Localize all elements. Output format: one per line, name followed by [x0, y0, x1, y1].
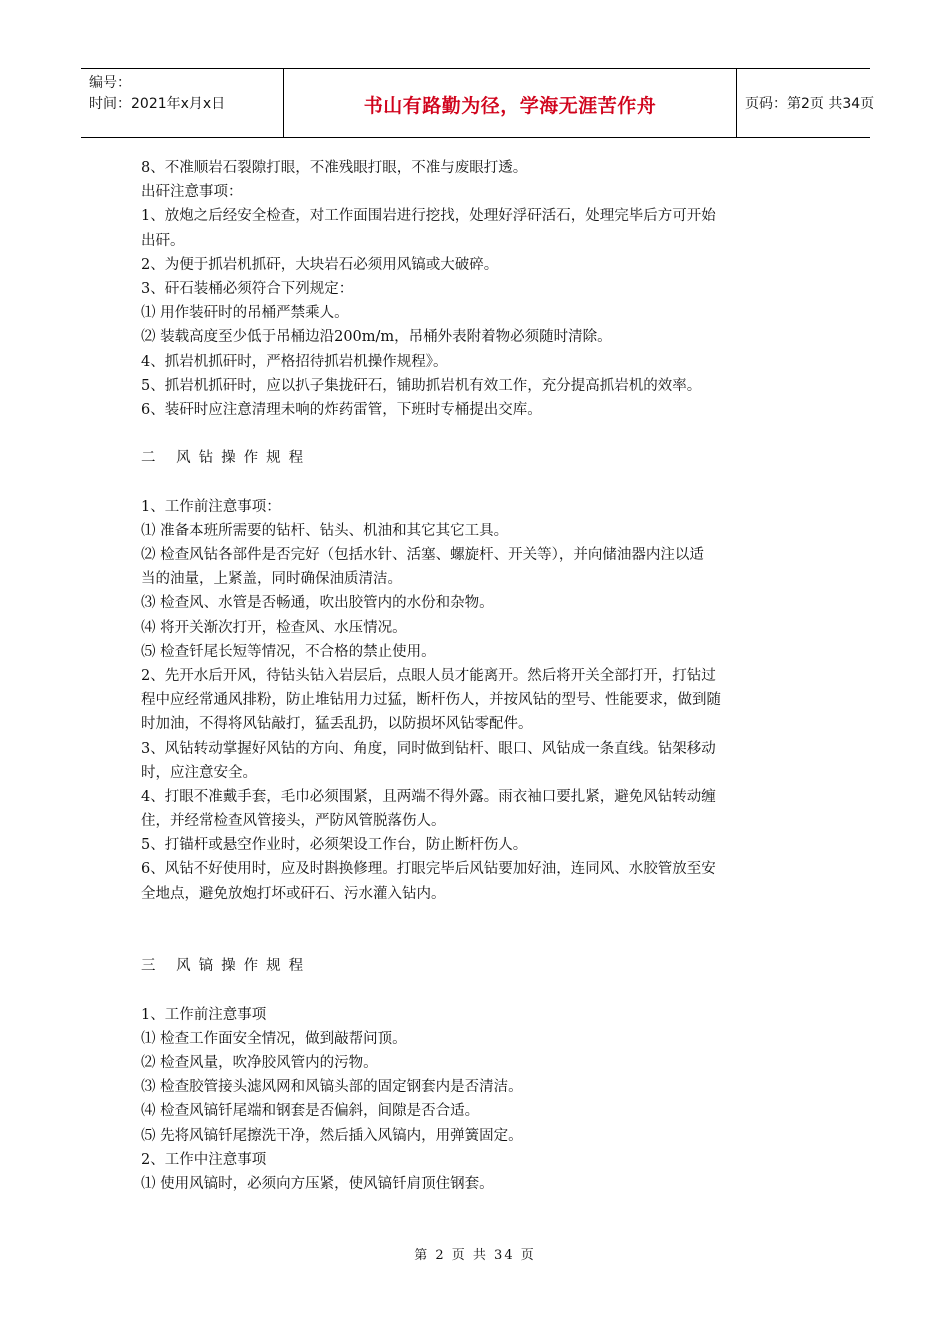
paragraph-line: ⑵ 检查风钻各部件是否完好（包括水针、活塞、螺旋杆、开关等），并向储油器内注以适 [141, 547, 704, 563]
spacer [141, 470, 821, 494]
paragraph-line: ⑶ 检查胶管接头滤风网和风镐头部的固定钢套内是否清洁。 [141, 1079, 523, 1096]
paragraph-line: 4、打眼不准戴手套，毛巾必须围紧，且两端不得外露。雨衣袖口要扎紧，避免风钻转动缠 [141, 788, 716, 805]
paragraph-line: 1、放炮之后经安全检查，对工作面围岩进行挖找，处理好浮矸活石，处理完毕后方可开始 [141, 208, 716, 225]
paragraph-line: ⑵ 检查风量，吹净胶风管内的污物。 [141, 1054, 378, 1071]
paragraph-line: ⑵ 装载高度至少低于吊桶边沿200m/m，吊桶外表附着物必须随时清除。 [141, 329, 612, 346]
paragraph-line: ⑶ 检查风、水管是否畅通，吹出胶管内的水份和杂物。 [141, 595, 494, 612]
paragraph-line: 5、抓岩机抓矸时，应以扒子集拢矸石，铺助抓岩机有效工作，充分提高抓岩机的效率。 [141, 377, 702, 394]
paragraph-line: ⑴ 用作装矸时的吊桶严禁乘人。 [141, 305, 349, 322]
number-label: 编号： [89, 75, 131, 91]
paragraph-line: 3、风钻转动掌握好风钻的方向、角度，同时做到钻杆、眼口、风钻成一条直线。钻架移动 [141, 740, 716, 757]
section-heading-2: 二 风钻操作规程 [141, 450, 312, 467]
page-info: 页码：第2页 共34页 [745, 96, 875, 112]
header-right-cell [737, 69, 875, 137]
paragraph-line: ⑴ 使用风镐时，必须向方压紧，使风镐钎肩顶住钢套。 [141, 1175, 494, 1192]
paragraph-line: 出矸注意事项： [141, 184, 243, 201]
spacer [141, 978, 821, 1002]
paragraph-line: 4、抓岩机抓矸时，严格招待抓岩机操作规程》。 [141, 353, 448, 370]
paragraph-line: 6、装矸时应注意清理未响的炸药雷管，下班时专桶提出交库。 [141, 401, 542, 418]
paragraph-line: 6、风钻不好使用时，应及时斟换修理。打眼完毕后风钻要加好油，连同风、水胶管放至安 [141, 861, 716, 878]
header-left-cell [81, 69, 284, 137]
paragraph-line: 程中应经常通风排粉，防止堆钻用力过猛，断杆伤人，并按风钻的型号、性能要求，做到随 [141, 692, 721, 709]
paragraph-line: 住，并经常检查风管接头，严防风管脱落伤人。 [141, 813, 446, 830]
paragraph-line: 时，应注意安全。 [141, 764, 257, 781]
header-middle-cell [284, 69, 737, 137]
paragraph-line: 1、工作前注意事项 [141, 1006, 267, 1023]
motto: 书山有路勤为径，学海无涯苦作舟 [363, 95, 657, 117]
paragraph-line: ⑷ 检查风镐钎尾端和钢套是否偏斜，间隙是否合适。 [141, 1103, 480, 1120]
page-footer: 第 2 页 共 34 页 [414, 1248, 536, 1263]
section-heading-3: 三 风镐操作规程 [141, 958, 312, 975]
spacer [141, 422, 821, 446]
paragraph-line: ⑴ 准备本班所需要的钻杆、钻头、机油和其它其它工具。 [141, 522, 509, 539]
paragraph-line: 2、先开水后开风，待钻头钻入岩层后，点眼人员才能离开。然后将开关全部打开，打钻过 [141, 667, 716, 684]
paragraph-line: ⑴ 检查工作面安全情况，做到敲帮问顶。 [141, 1030, 407, 1047]
paragraph-line: 8、不准顺岩石裂隙打眼，不准残眼打眼，不准与废眼打透。 [141, 160, 528, 176]
paragraph-line: 出矸。 [141, 232, 185, 249]
paragraph-line: ⑸ 先将风镐钎尾擦洗干净，然后插入风镐内，用弹簧固定。 [141, 1127, 523, 1144]
document-body [141, 156, 821, 1196]
paragraph-line: ⑷ 将开关渐次打开，检查风、水压情况。 [141, 619, 407, 636]
paragraph-line: 2、工作中注意事项 [141, 1151, 267, 1168]
paragraph-line: 全地点，避免放炮打坏或矸石、污水灌入钻内。 [141, 885, 446, 902]
paragraph-line: 2、为便于抓岩机抓矸，大块岩石必须用风镐或大破碎。 [141, 256, 499, 273]
paragraph-line: 5、打锚杆或悬空作业时，必须架设工作台，防止断杆伤人。 [141, 837, 528, 854]
paragraph-line: 3、矸石装桶必须符合下列规定： [141, 280, 354, 297]
paragraph-line: 当的油量，上紧盖，同时确保油质清洁。 [141, 571, 402, 588]
page-header [81, 68, 875, 138]
spacer [141, 906, 821, 930]
paragraph-line: 1、工作前注意事项： [141, 498, 281, 515]
spacer [141, 930, 821, 954]
paragraph-line: 时加油，不得将风钻敲打，猛丢乱扔，以防损坏风钻零配件。 [141, 716, 533, 733]
date-line: 时间：2021年x月x日 [89, 96, 226, 112]
paragraph-line: ⑸ 检查钎尾长短等情况，不合格的禁止使用。 [141, 643, 436, 660]
